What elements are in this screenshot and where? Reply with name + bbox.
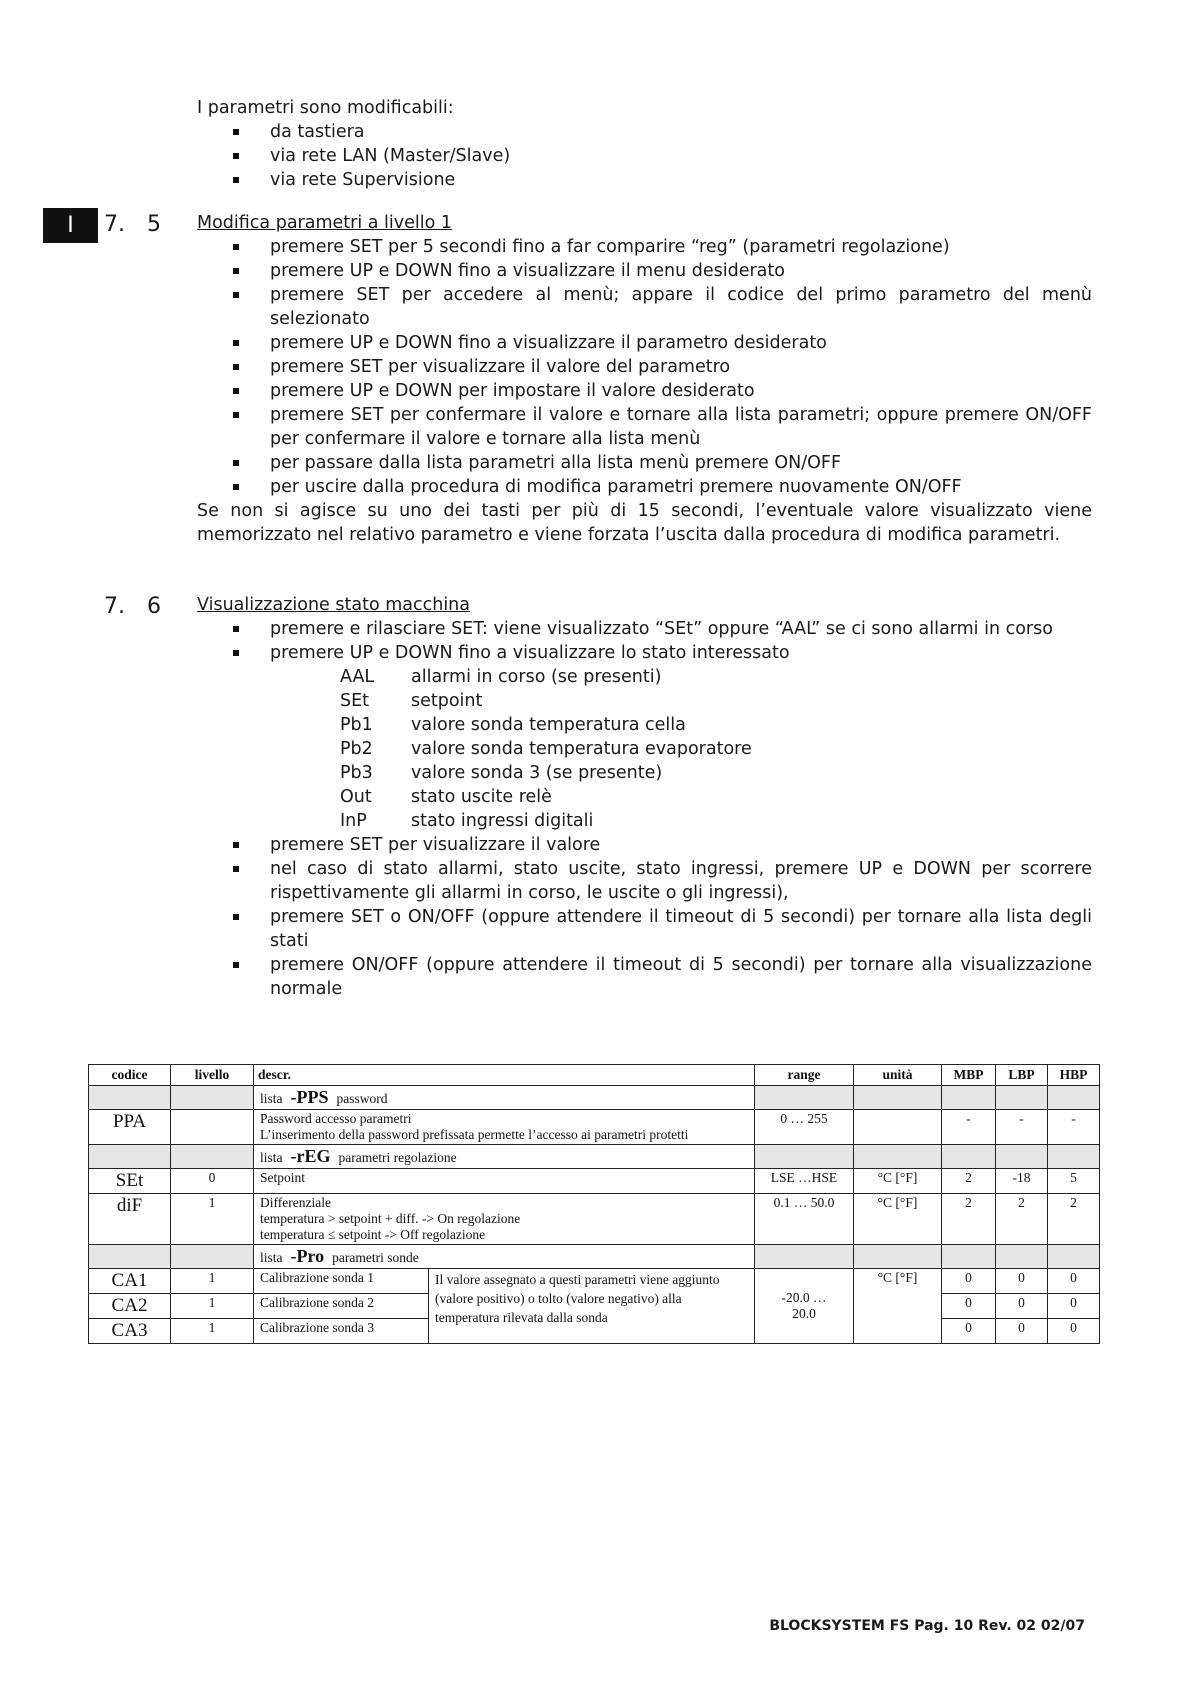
table-row: PPA Password accesso parametri L’inserimento della password prefissata permette l’accesso ai parametri protetti 0 … 255 - - - (89, 1110, 1100, 1145)
list-label: lista -PPS password (254, 1086, 755, 1110)
list-label: lista -rEG parametri regolazione (254, 1145, 755, 1169)
list-item: premere SET o ON/OFF (oppure attendere il timeout di 5 secondi) per tornare alla lista degli stati (197, 905, 1092, 953)
calibration-range: -20.0 … 20.0 (755, 1269, 854, 1344)
state-code: Out (340, 787, 372, 807)
state-item (340, 665, 1092, 689)
state-item (340, 737, 1092, 761)
state-code: InP (340, 811, 367, 831)
table-row: CA1 1 Calibrazione sonda 1 Il valore assegnato a questi parametri viene aggiunto (valore positivo) o tolto (valore negativo) alla temperatura rilevata dalla sonda -20.0 … 20.0 °C [°F] 0 0 0 (89, 1269, 1100, 1294)
list-item: premere e rilasciare SET: viene visualizzato “SEt” oppure “AAL” se ci sono allarmi in corso (197, 617, 1092, 641)
list-item: premere UP e DOWN per impostare il valore desiderato (197, 379, 1092, 403)
timeout-note: Se non si agisce su uno dei tasti per più di 15 secondi, l’eventuale valore visualizzato viene memorizzato nel relativo parametro e viene forzata l’uscita dalla procedura di modifica parametri. (197, 501, 1092, 545)
table-row-list-reg (89, 1145, 1100, 1169)
list-item: premere UP e DOWN fino a visualizzare il parametro desiderato (197, 331, 1092, 355)
calibration-note: Il valore assegnato a questi parametri viene aggiunto (valore positivo) o tolto (valore negativo) alla temperatura rilevata dalla sonda (429, 1269, 755, 1344)
section-number-minor: 5 (147, 212, 161, 237)
list-item: premere SET per visualizzare il valore (197, 833, 1092, 857)
table-row-list-pro (89, 1245, 1100, 1269)
section-7-6-body (197, 617, 1092, 1001)
list-item: premere UP e DOWN fino a visualizzare il menu desiderato (197, 259, 1092, 283)
param-desc: Password accesso parametri L’inserimento della password prefissata permette l’accesso ai parametri protetti (254, 1110, 755, 1145)
list-label: lista -Pro parametri sonde (254, 1245, 755, 1269)
state-desc: allarmi in corso (se presenti) (411, 667, 662, 687)
param-code: SEt (89, 1169, 171, 1194)
header-lbp: LBP (996, 1065, 1048, 1086)
header-unita: unità (854, 1065, 942, 1086)
intro-list (124, 120, 510, 192)
state-item (340, 689, 1092, 713)
list-item: per uscire dalla procedura di modifica parametri premere nuovamente ON/OFF (197, 475, 1092, 499)
intro-text: I parametri sono modificabili: (197, 98, 454, 118)
state-desc: stato uscite relè (411, 787, 552, 807)
state-code: Pb3 (340, 763, 373, 783)
state-desc: stato ingressi digitali (411, 811, 594, 831)
table-row: CA2 1 Calibrazione sonda 2 0 0 0 (89, 1294, 1100, 1319)
state-code: AAL (340, 667, 375, 687)
param-code: CA1 (89, 1269, 171, 1294)
language-tab: I (43, 208, 98, 243)
section-title-7-5: Modifica parametri a livello 1 (197, 213, 453, 233)
state-item (340, 761, 1092, 785)
section-number-7-5 (104, 210, 161, 240)
state-desc: valore sonda 3 (se presente) (411, 763, 663, 783)
list-item: nel caso di stato allarmi, stato uscite, stato ingressi, premere UP e DOWN per scorrere rispettivamente gli allarmi in corso, le uscite o gli ingressi), (197, 857, 1092, 905)
list-item: premere SET per visualizzare il valore del parametro (197, 355, 1092, 379)
list-item: premere ON/OFF (oppure attendere il timeout di 5 secondi) per tornare alla visualizzazione normale (197, 953, 1092, 1001)
section-number-major: 7. (104, 212, 125, 237)
param-code: diF (89, 1194, 171, 1245)
table-row: CA3 1 Calibrazione sonda 3 0 0 0 (89, 1319, 1100, 1344)
state-desc: valore sonda temperatura evaporatore (411, 739, 752, 759)
section-7-5-body (197, 235, 1092, 547)
list-item: premere SET per accedere al menù; appare il codice del primo parametro del menù selezionato (197, 283, 1092, 331)
header-codice: codice (89, 1065, 171, 1086)
table-row-list-pps (89, 1086, 1100, 1110)
param-code: CA3 (89, 1319, 171, 1344)
table-row: diF 1 Differenziale temperatura > setpoint + diff. -> On regolazione temperatura ≤ setpoint -> Off regolazione 0.1 … 50.0 °C [°F] 2 2 2 (89, 1194, 1100, 1245)
state-list (197, 665, 1092, 833)
section-7-5-list (197, 235, 1092, 499)
state-item (340, 785, 1092, 809)
state-desc: valore sonda temperatura cella (411, 715, 686, 735)
param-code: PPA (89, 1110, 171, 1145)
state-desc: setpoint (411, 691, 483, 711)
section-title-7-6: Visualizzazione stato macchina (197, 595, 470, 615)
list-item: premere SET per confermare il valore e tornare alla lista parametri; oppure premere ON/OFF per confermare il valore e tornare alla lista menù (197, 403, 1092, 451)
section-number-7-6 (104, 592, 161, 622)
list-item: premere SET per 5 secondi fino a far comparire “reg” (parametri regolazione) (197, 235, 1092, 259)
section-7-6-list-a (197, 617, 1092, 665)
state-item (340, 713, 1092, 737)
header-livello: livello (171, 1065, 254, 1086)
state-code: Pb2 (340, 739, 373, 759)
state-item (340, 809, 1092, 833)
section-number-minor: 6 (147, 594, 161, 619)
table-row: SEt 0 Setpoint LSE …HSE °C [°F] 2 -18 5 (89, 1169, 1100, 1194)
list-item: via rete LAN (Master/Slave) (197, 144, 510, 168)
list-item: via rete Supervisione (197, 168, 510, 192)
state-code: Pb1 (340, 715, 373, 735)
param-code: CA2 (89, 1294, 171, 1319)
section-7-6-list-b (197, 833, 1092, 1001)
table-header-row (89, 1065, 1100, 1086)
list-item: per passare dalla lista parametri alla lista menù premere ON/OFF (197, 451, 1092, 475)
calibration-unit: °C [°F] (854, 1269, 942, 1344)
param-range: 0 … 255 (755, 1110, 854, 1145)
header-hbp: HBP (1048, 1065, 1100, 1086)
header-range: range (755, 1065, 854, 1086)
section-number-major: 7. (104, 594, 125, 619)
header-descr: descr. (254, 1065, 755, 1086)
intro-block (197, 96, 510, 192)
parameter-table (88, 1064, 1100, 1344)
header-mbp: MBP (942, 1065, 996, 1086)
page-footer: BLOCKSYSTEM FS Pag. 10 Rev. 02 02/07 (769, 1618, 1085, 1634)
state-code: SEt (340, 691, 370, 711)
list-item: da tastiera (197, 120, 510, 144)
list-item: premere UP e DOWN fino a visualizzare lo stato interessato (197, 641, 1092, 665)
